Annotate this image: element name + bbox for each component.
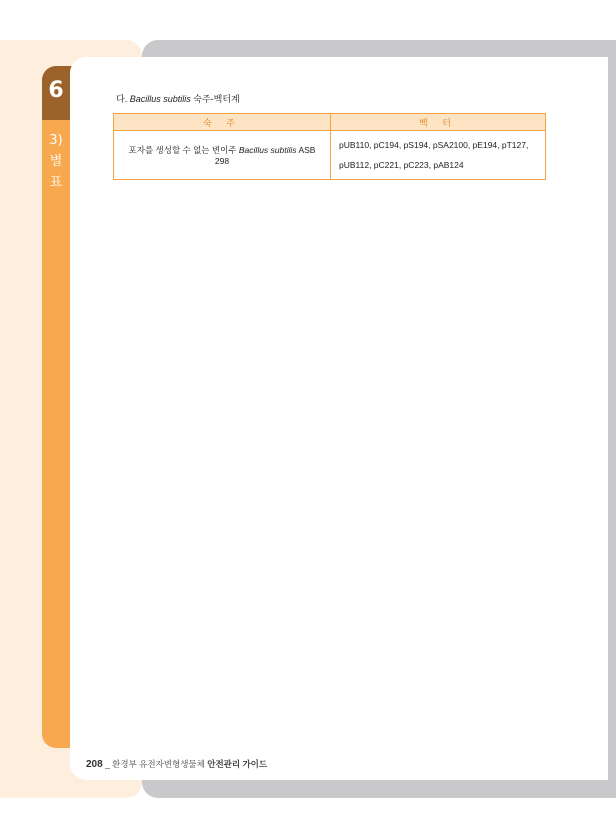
section-heading	[116, 92, 240, 105]
section-label-number: 3)	[49, 133, 63, 148]
footer-title: 안전관리 가이드	[207, 759, 268, 769]
heading-prefix: 다.	[116, 94, 128, 104]
host-cell	[114, 131, 331, 180]
host-strain: ASB 298	[214, 145, 316, 166]
section-label-char-2: 표	[49, 175, 63, 190]
host-vector-table	[113, 113, 546, 180]
section-label-char-1: 별	[49, 154, 63, 169]
host-species: Bacillus subtilis	[238, 145, 297, 155]
heading-suffix: 숙주-벡터계	[193, 94, 240, 104]
page-footer	[86, 758, 267, 770]
header-vector: 벡 터	[331, 114, 546, 131]
table-row	[114, 131, 546, 180]
header-host: 숙 주	[114, 114, 331, 131]
footer-separator: _	[105, 759, 110, 769]
footer-ministry: 환경부 유전자변형생물체	[112, 759, 205, 769]
heading-species: Bacillus subtilis	[129, 94, 191, 104]
page-number: 208	[86, 759, 103, 770]
table-header-row	[114, 114, 546, 131]
vector-list-line-1: pUB110, pC194, pS194, pSA2100, pE194, pT127,	[339, 140, 529, 150]
section-label	[46, 130, 66, 193]
vector-list-line-2: pUB112, pC221, pC223, pAB124	[339, 160, 464, 170]
chapter-number: 6	[48, 78, 64, 103]
vector-cell	[331, 131, 546, 180]
host-prefix: 포자를 생성할 수 없는 변이주	[128, 145, 237, 155]
